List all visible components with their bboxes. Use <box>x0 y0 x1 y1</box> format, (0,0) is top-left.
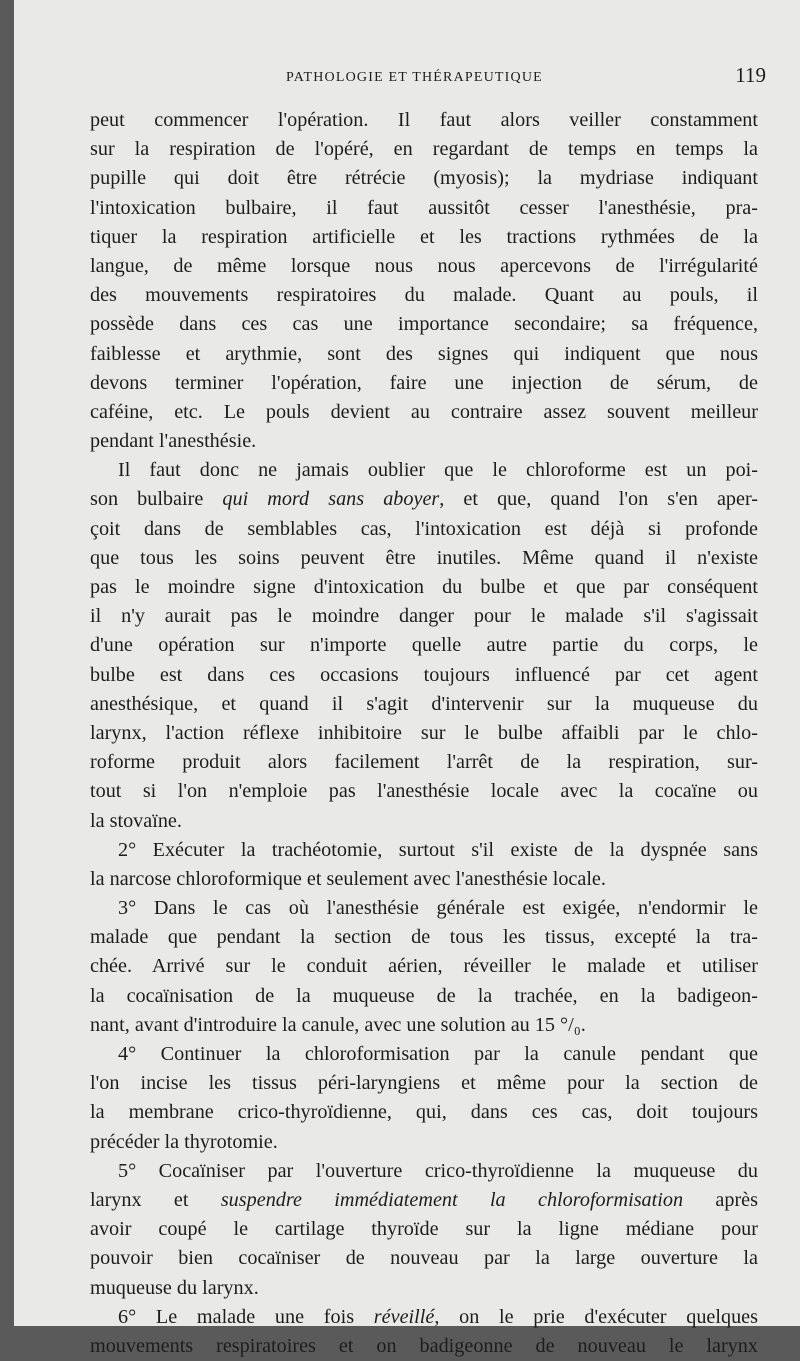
text-line: muqueuse du larynx. <box>90 1276 259 1299</box>
text-line: 3° Dans le cas où l'anesthésie générale est exigée, n'endormir le <box>118 897 758 920</box>
running-head <box>90 60 766 94</box>
text-line: la cocaïnisation de la muqueuse de la trachée, en la badigeon- <box>90 984 758 1007</box>
text-line: 5° Cocaïniser par l'ouverture crico-thyroïdienne la muqueuse du <box>118 1159 758 1182</box>
text-line: l'intoxication bulbaire, il faut aussitôt cesser l'anesthésie, pra- <box>90 196 758 219</box>
text-line: avoir coupé le cartilage thyroïde sur la ligne médiane pour <box>90 1218 758 1241</box>
text-line: mouvements respiratoires et on badigeonne de nouveau le larynx <box>90 1334 758 1357</box>
book-page <box>14 0 800 1357</box>
text-line: Il faut donc ne jamais oublier que le chloroforme est un poi- <box>118 459 758 482</box>
italic-text: suspendre immédiatement la chloroformisation <box>220 1188 684 1211</box>
text-line: larynx, l'action réflexe inhibitoire sur le bulbe affaibli par le chlo- <box>90 721 758 744</box>
text-line: anesthésique, et quand il s'agit d'intervenir sur la muqueuse du <box>90 692 758 715</box>
body-text <box>90 106 758 1361</box>
text-line: faiblesse et arythmie, sont des signes qui indiquent que nous <box>90 342 758 365</box>
text-line: 4° Continuer la chloroformisation par la canule pendant que <box>118 1043 758 1065</box>
text-line: malade que pendant la section de tous les tissus, excepté la tra- <box>90 926 758 949</box>
page-number: 119 <box>735 63 766 87</box>
page-content <box>90 60 766 1361</box>
text-line: il n'y aurait pas le moindre danger pour le malade s'il s'agissait <box>90 605 758 628</box>
text-line: devons terminer l'opération, faire une injection de sérum, de <box>90 371 758 394</box>
text-line: la narcose chloroformique et seulement avec l'anesthésie locale. <box>90 867 606 890</box>
text-segment: son bulbaire <box>90 488 223 511</box>
text-segment: larynx et <box>90 1188 221 1211</box>
text-line: tiquer la respiration artificielle et les tractions rythmées de la <box>90 225 758 248</box>
text-line: des mouvements respiratoires du malade. Quant au pouls, il <box>90 284 758 307</box>
text-segment: 6° Le malade une fois <box>118 1305 374 1328</box>
text-line: pas le moindre signe d'intoxication du bulbe et que par conséquent <box>90 576 758 598</box>
text-line: çoit dans de semblables cas, l'intoxication est déjà si profonde <box>90 517 758 540</box>
text-line: sur la respiration de l'opéré, en regardant de temps en temps la <box>90 138 758 161</box>
text-line: caféine, etc. Le pouls devient au contraire assez souvent meilleur <box>90 400 758 423</box>
text-line: roforme produit alors facilement l'arrêt de la respiration, sur- <box>90 751 758 774</box>
text-line: la stovaïne. <box>90 809 182 832</box>
text-segment: , on le prie d'exécuter quelques <box>434 1305 758 1328</box>
text-line: que tous les soins peuvent être inutiles. Même quand il n'existe <box>90 546 758 569</box>
text-line: la membrane crico-thyroïdienne, qui, dans ces cas, doit toujours <box>90 1101 758 1124</box>
text-line <box>90 1186 758 1215</box>
text-line: possède dans ces cas une importance secondaire; sa fréquence, <box>90 313 758 336</box>
text-segment: après <box>683 1188 758 1211</box>
text-segment: , et que, quand l'on s'en aper- <box>439 488 758 511</box>
text-line: langue, de même lorsque nous nous apercevons de l'irrégularité <box>90 254 758 277</box>
text-line: pouvoir bien cocaïniser de nouveau par la large ouverture la <box>90 1247 758 1270</box>
text-line: 2° Exécuter la trachéotomie, surtout s'il existe de la dyspnée sans <box>118 838 758 861</box>
italic-text: réveillé <box>373 1305 435 1328</box>
text-line: d'une opération sur n'importe quelle autre partie du corps, le <box>90 634 758 657</box>
text-line: nant, avant d'introduire la canule, avec une solution au 15 °/₀. <box>90 1013 586 1036</box>
text-line: pendant l'anesthésie. <box>90 430 257 453</box>
italic-text: qui mord sans aboyer <box>222 488 440 511</box>
text-line: précéder la thyrotomie. <box>90 1130 278 1153</box>
text-line: l'on incise les tissus péri-laryngiens et même pour la section de <box>90 1072 758 1095</box>
text-line: peut commencer l'opération. Il faut alors veiller constamment <box>90 109 758 131</box>
running-title: PATHOLOGIE ET THÉRAPEUTIQUE <box>286 70 543 85</box>
text-line: bulbe est dans ces occasions toujours influencé par cet agent <box>90 663 758 686</box>
text-line <box>90 1303 758 1332</box>
text-line <box>90 485 758 514</box>
text-line: pupille qui doit être rétrécie (myosis); la mydriase indiquant <box>90 167 758 190</box>
text-line: chée. Arrivé sur le conduit aérien, réveiller le malade et utiliser <box>90 955 758 978</box>
text-line: tout si l'on n'emploie pas l'anesthésie locale avec la cocaïne ou <box>90 780 758 803</box>
